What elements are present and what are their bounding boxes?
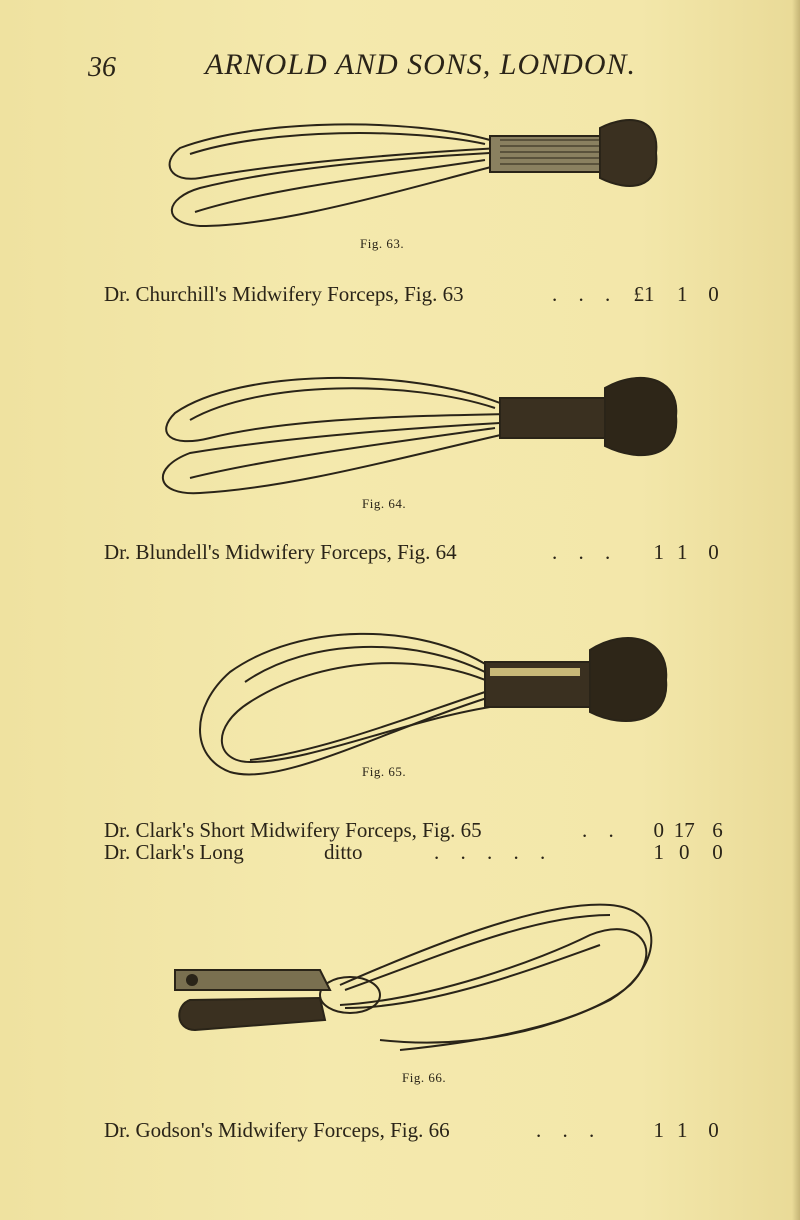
- price-pounds: 1: [653, 540, 664, 564]
- price-pounds: 1: [653, 840, 664, 864]
- forceps-drawing: [160, 108, 660, 238]
- leader-dots: . .: [582, 818, 622, 842]
- leader-dots: . . .: [552, 282, 619, 306]
- price-entry: [104, 282, 744, 312]
- price-shillings: 1: [677, 282, 688, 306]
- price-pence: 0: [708, 1118, 719, 1142]
- leader-dots: . . . . .: [434, 840, 554, 864]
- running-title: ARNOLD AND SONS, LONDON.: [205, 48, 637, 81]
- price-shillings: 0: [679, 840, 690, 864]
- price-shillings: 1: [677, 1118, 688, 1142]
- figure-caption: Fig. 66.: [402, 1070, 447, 1085]
- forceps-drawing: [150, 368, 680, 498]
- figure-caption: Fig. 63.: [360, 236, 405, 251]
- price-pounds: 0: [653, 818, 664, 842]
- item-ditto: ditto: [324, 840, 363, 864]
- item-name: Dr. Churchill's Midwifery Forceps, Fig. 63: [104, 282, 464, 306]
- figure-caption: Fig. 65.: [362, 764, 407, 779]
- price-entry: [104, 1118, 744, 1148]
- page-number: 36: [88, 52, 116, 83]
- item-price: [624, 282, 744, 307]
- page-header: [88, 48, 728, 88]
- price-pence: 6: [712, 818, 723, 842]
- price-pence: 0: [708, 282, 719, 306]
- price-pounds: 1: [653, 1118, 664, 1142]
- leader-dots: . . .: [536, 1118, 603, 1142]
- item-price: [624, 840, 744, 865]
- item-price: [624, 540, 744, 565]
- item-name: Dr. Godson's Midwifery Forceps, Fig. 66: [104, 1118, 450, 1142]
- forceps-illustration-fig-65: [190, 622, 670, 782]
- forceps-illustration-fig-63: [160, 108, 660, 251]
- price-shillings: 1: [677, 540, 688, 564]
- item-name: Dr. Clark's Short Midwifery Forceps, Fig. 65: [104, 818, 482, 842]
- price-pence: 0: [712, 840, 723, 864]
- item-name: Dr. Clark's Long: [104, 840, 244, 864]
- price-entry: [104, 540, 744, 570]
- figure-caption: Fig. 64.: [362, 496, 407, 511]
- page-edge-shadow: [792, 0, 800, 1220]
- price-entry: [104, 840, 744, 870]
- leader-dots: . . .: [552, 540, 619, 564]
- forceps-drawing: [170, 890, 670, 1060]
- item-price: [624, 1118, 744, 1143]
- price-pence: 0: [708, 540, 719, 564]
- forceps-illustration-fig-66: [170, 890, 670, 1085]
- forceps-drawing: [190, 622, 670, 782]
- item-name: Dr. Blundell's Midwifery Forceps, Fig. 64: [104, 540, 457, 564]
- forceps-illustration-fig-64: [150, 368, 680, 511]
- price-pounds: £1: [633, 282, 655, 306]
- price-shillings: 17: [673, 818, 695, 842]
